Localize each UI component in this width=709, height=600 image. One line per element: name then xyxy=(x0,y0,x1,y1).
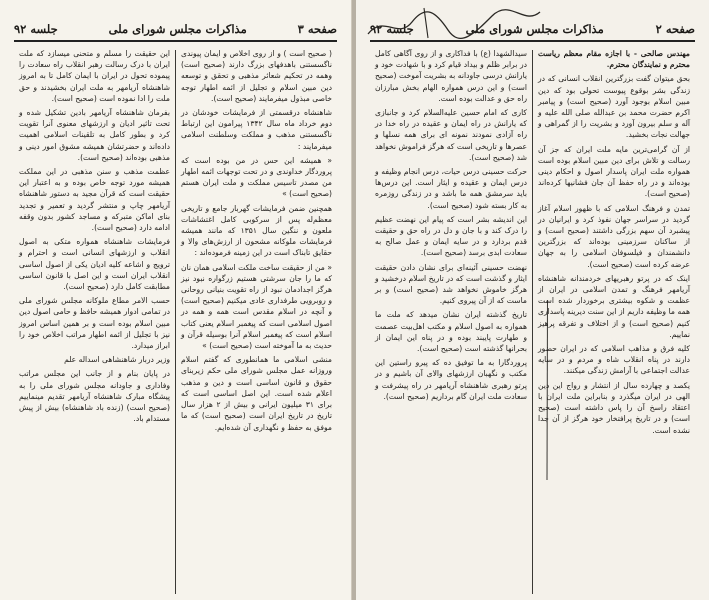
paragraph: تاریخ گذشته ایران نشان میدهد که ملت ما همواره به اصول اسلام و مکتب اهل‌بیت عصمت و طهارت پایبند بوده و در پناه این ایمان از بحرانها گذشته است (صحیح است). xyxy=(375,310,527,354)
paragraph: کلیه فرق و مذاهب اسلامی که در ایران حضور دارند در پناه انقلاب شاه و مردم و در سایه عدالت اجتماعی با آرامش زندگی میکنند. xyxy=(538,344,690,376)
left-page-issue: جلسه ۹۲ xyxy=(14,22,58,36)
paragraph: تمدن و فرهنگ اسلامی که با ظهور اسلام آغاز گردید در سراسر جهان نفوذ کرد و ایرانیان در پیشبرد آن سهم بزرگی داشتند (صحیح است) و از ساکنان سرزمینی بوده‌اند که بزرگترین دانشمندان و فیلسوفان اسلامی را به جهان عرضه کرده است (صحیح است). xyxy=(538,203,690,269)
right-page-right-column xyxy=(533,48,695,596)
paragraph: وزیر دربار شاهنشاهی اسداله علم xyxy=(64,355,170,365)
paragraph: بحق میتوان گفت بزرگترین انقلاب انسانی که در زندگی بشر بوقوع پیوست تحولی بود که دین مبین اسلام بوجود آورد (صحیح است) و پیامبر اکرم حضرت محمد بن عبدالله صلی الله علیه و آله و سلم بیرون آورد و بشریت را از گمراهی و جهالت نجات بخشید. xyxy=(538,74,690,140)
left-page-header xyxy=(14,20,337,42)
right-page-columns xyxy=(370,48,695,596)
paragraph: شاهنشاه درقسمتی از فرمایشات خودشان در دوم خرداد ماه سال ۱۳۴۲ پیرامون این ارتباط ناگسستنی مذهب و مملکت وسلطنت اسلامی میفرمایند : xyxy=(181,108,332,151)
right-page xyxy=(356,0,709,600)
paragraph: این اندیشه بشر است که پیام این نهضت عظیم را درک کند و با جان و دل در راه حق و حقیقت قدم بردارد و در سایه ایمان و عمل صالح به سعادت ابدی برسد (صحیح است). xyxy=(375,214,527,258)
paragraph: این حقیقت را مسلم و متحنی میسازد که ملت ایران با درک رسالت رهبر انقلاب راه سعادت را پیموده تحول در ایران با ایمان کامل تا به امروز شاهنشاه آریامهر به ملت ایران بخشیدند و حق ملت را ادا نموده است (صحیح است). xyxy=(19,49,170,103)
right-page-number: صفحه ۲ xyxy=(655,22,695,36)
paragraph: کاری که امام حسین علیه‌السلام کرد و جانبازی که یارانش در راه ایمان و عقیده در راه خدا در راه آزادی نمودند نمونه ای برای همه نسلها و عصرها و تاریخی است که هرگز فراموش نخواهد شد (صحیح است). xyxy=(375,108,527,162)
paragraph: از آن گرامی‌ترین مایه ملت ایران که جز آن رسالت و تلاش برای دین مبین اسلام بوده است همواره ملت ایران پاسدار اصول و احکام دینی بوده‌اند و در راه حفظ آن جان فشانیها کرده‌اند (صحیح است). xyxy=(538,144,690,199)
paragraph: ( صحیح است ) و از روی اخلاص و ایمان پیوندی ناگسستنی باهدفهای بزرگ دارند (صحیح است) وهمه در تحکیم شعائر مذهبی و تحقق و توسعه دین مبین اسلام و تجلیل از ائمه اطهار توجه خاصی مبذول میفرمایند (صحیح است). xyxy=(181,49,332,103)
column-divider xyxy=(175,50,176,594)
paragraph: عظمت مذهب و سنن مذهبی در این مملکت همیشه مورد توجه خاص بوده و به اعتبار این حقیقت است که قرآن مجید به دستور شاهنشاه آریامهر چاپ و منتشر گردید و تعمیر و تجدید بنای اماکن متبرکه و مساجد کشور بدون وقفه ادامه دارد (صحیح است). xyxy=(19,167,170,233)
left-page-title: مذاکرات مجلس شورای ملی xyxy=(108,22,247,36)
speaker-paragraph: مهندس صالحی - با اجازه مقام معظم ریاست محترم و نمایندگان محترم. xyxy=(538,49,690,70)
left-page-left-column xyxy=(14,48,175,596)
paragraph: اینک که در پرتو رهبریهای خردمندانه شاهنشاه آریامهر فرهنگ و تمدن اسلامی در ایران از عظمت و شکوه بیشتری برخوردار شده است همه ما وظیفه داریم از این سنت دیرینه پاسداری کنیم (صحیح است) و از اختلاف و تفرقه پرهیز نماییم. xyxy=(538,273,690,339)
paragraph: نهضت حسینی آئینه‌ای برای نشان دادن حقیقت ایثار و گذشت است که در تاریخ اسلام درخشید و هرگز خاموش نخواهد شد (صحیح است) و بر ماست که از آن پیروی کنیم. xyxy=(375,262,527,306)
left-page-columns xyxy=(14,48,337,596)
paragraph: « همیشه این حس در من بوده است که پروردگار خداوندی و در تحت توجهات ائمه اطهار من مصدر تاسیس مملکت و ملت ایران هستم (صحیح است) » xyxy=(181,155,332,199)
column-divider xyxy=(532,50,533,594)
left-page-right-column xyxy=(176,48,337,596)
left-page xyxy=(0,0,352,600)
paragraph: « من از حقیقت ساخت ملکت اسلامی همان نان که ما را جان سرشتی هستیم زرگواره نبود نیز هرگز اجدادمان نبود از راه تقویت بنیانی روحانی و روبرویی طرفداری عادی میکنیم (صحیح است) و آنچه در اسلام مقدس است همه و همه در اصول اسلامی است که پیغمبر اسلام یعنی کتاب اسلام است که پیغمبر اسلام آنرا بوسیله قرآن و حدیث به ما آموخته است (صحیح است) » xyxy=(181,262,332,351)
paragraph: همچنین ضمن فرمایشات گهربار جامع و تاریخی معظم‌له پس از سرکوبی کامل اغتشاشات ملعون و ننگین سال ۱۳۵۱ که مانند همیشه فرمایشات ملوکانه مشحون از ارزش‌های والا و حقایق تابناک است در این زمینه فرموده‌اند : xyxy=(181,203,332,258)
paragraph: در پایان بنام و از جانب این مجلس مراتب وفاداری و جاودانه مجلس شورای ملی را به پیشگاه مبارک شاهنشاه آریامهر تقدیم مینماییم (صحیح است) (زنده باد شاهنشاه) بیش از پیش مستدام باد. xyxy=(19,369,170,424)
paragraph: فرمایشات شاهنشاه همواره متکی به اصول انقلاب و ارزشهای انسانی است و احترام و ترویج و اشاعه کلیه ادیان یکی از اصول اساسی انقلاب ایران است و این اصل با قانون اساسی مطابقت کامل دارد (صحیح است). xyxy=(19,237,170,292)
paragraph: یکصد و چهارده سال از انتشار و رواج این دین الهی در ایران میگذرد و بنابراین ملت ایران با اعتقاد راسخ آن را پاس داشته است (صحیح است) و در تاریخ پرافتخار خود هرگز از آن جدا نشده است. xyxy=(538,380,690,435)
right-page-issue: جلسه ۹۲ xyxy=(370,22,414,36)
left-page-number: صفحه ۳ xyxy=(297,22,337,36)
right-page-title: مذاکرات مجلس شورای ملی xyxy=(465,22,604,36)
paragraph: منشی اسلامی ما همانطوری که گفتم اسلام وروزانه عمل مجلس شورای ملی حکم زیربنای حقوق و قانون اساسی است و دین و مذهب اعلام شده است. این اصل اساسی است که برای ۳۱ میلیون ایرانی و بیش از ۲ هزار سال تاریخ در تاریخ ایران است (صحیح است) که ما موفق به حفظ و نگهداری آن شده‌ایم. xyxy=(181,355,332,432)
paragraph: حسب الامر مطاع ملوکانه مجلس شورای ملی در تمامی ادوار همیشه حافظ و حامی اصول دین مبین اسلام بوده است و بر همین اساس امروز نیز با تجلیل از ائمه اطهار مراتب اخلاص خود را ابراز میدارد. xyxy=(19,296,170,351)
paragraph: پروردگارا به ما توفیق ده که پیرو راستین این مکتب و نگهبان ارزشهای والای آن باشیم و در پرتو رهبری شاهنشاه آریامهر در راه پیشرفت و سعادت ملت ایران گام برداریم (صحیح است). xyxy=(375,358,527,401)
right-page-left-column xyxy=(370,48,532,596)
handwritten-scribble xyxy=(364,4,544,44)
paragraph: بفرمان شاهنشاه آریامهر بادین تشکیل شده و تحت تاثیر ادیان و ارزشهای معنوی آنرا تقویت کرد و بطور کامل به تلقینات اسلامی اهمیت داده‌اند و حضرتشان همیشه مشوق امور دینی و مذهبی بوده‌اند (صحیح است). xyxy=(19,108,170,162)
paragraph: سیدالشهدا (ع) با فداکاری و از روی آگاهی کامل در برابر ظلم و بیداد قیام کرد و با شهادت خود و یارانش درسی جاودانه به بشریت آموخت (صحیح است) و این درس همواره الهام بخش مبارزان راه حق و عدالت بوده است. xyxy=(375,49,527,103)
paragraph: حرکت حسینی درس حیات، درس انجام وظیفه و درس ایمان و عقیده و ایثار است. این درس‌ها باید سرمشق همه ما باشد و در زندگی روزمره به کار بسته شود (صحیح است). xyxy=(375,167,527,210)
